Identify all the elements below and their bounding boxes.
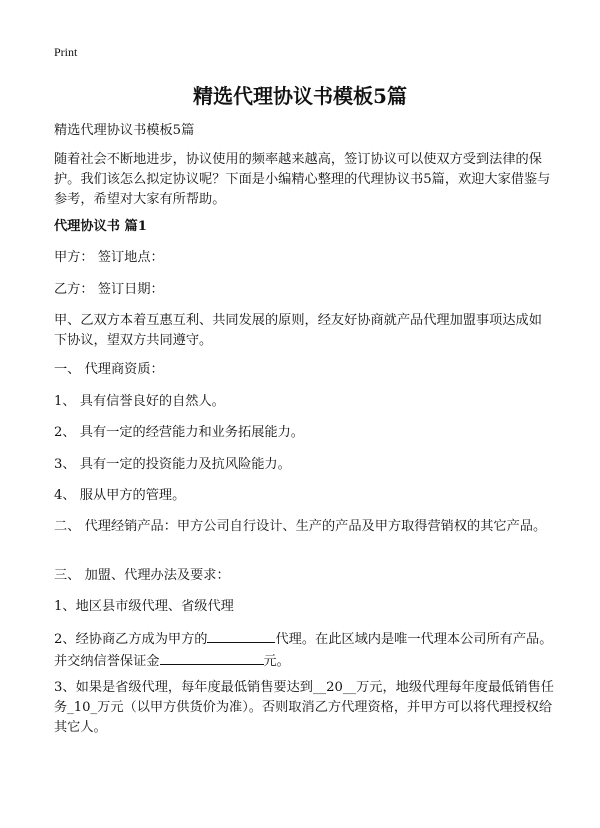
clause1-item3: 3、 具有一定的投资能力及抗风险能力。	[54, 457, 291, 472]
clause1-item2: 2、 具有一定的经营能力和业务拓展能力。	[54, 425, 304, 440]
blank-deposit-field	[160, 650, 264, 665]
blank-region-field	[207, 628, 275, 643]
clause2-paragraph: 二、 代理经销产品：甲方公司自行设计、生产的产品及甲方取得营销权的其它产品。	[54, 519, 547, 534]
clause3-item2-part-b: 代理。在此区域内是唯一代理本公司所有产品。并交纳信誉保证金	[54, 632, 553, 669]
print-label[interactable]: Print	[54, 45, 78, 59]
document-subtitle: 精选代理协议书模板5篇	[54, 123, 195, 138]
intro-paragraph: 随着社会不断地进步，协议使用的频率越来越高，签订协议可以使双方受到法律的保护。我们该怎么拟定协议呢？下面是小编精心整理的代理协议书5篇，欢迎大家借鉴与参考，希望对大家有所帮助。	[54, 152, 551, 207]
clause3-title: 三、 加盟、代理办法及要求：	[54, 568, 230, 583]
clause1-item1: 1、 具有信誉良好的自然人。	[54, 394, 225, 409]
document-title: 精选代理协议书模板5篇	[193, 84, 407, 108]
party-b-line: 乙方： 签订日期：	[54, 282, 164, 297]
clause1-item4: 4、 服从甲方的管理。	[54, 488, 186, 503]
clause3-item3: 3、如果是省级代理，每年度最低销售要达到__20__万元，地级代理每年度最低销售任务_10_万元（以甲方供货价为准）。否则取消乙方代理资格，并甲方可以将代理授权给其它人。	[54, 680, 554, 735]
clause3-item2-part-a: 2、经协商乙方成为甲方的	[54, 632, 208, 647]
party-a-line: 甲方： 签订地点：	[54, 250, 164, 265]
preamble-paragraph: 甲、乙双方本着互惠互利、共同发展的原则，经友好协商就产品代理加盟事项达成如下协议，望双方共同遵守。	[54, 313, 542, 348]
section-heading: 代理协议书 篇1	[54, 219, 147, 234]
clause3-item2-part-c: 元。	[263, 654, 290, 669]
clause3-item2	[54, 628, 554, 672]
clause3-item1: 1、地区县市级代理、省级代理	[54, 599, 234, 614]
clause1-title: 一、 代理商资质：	[54, 362, 164, 377]
